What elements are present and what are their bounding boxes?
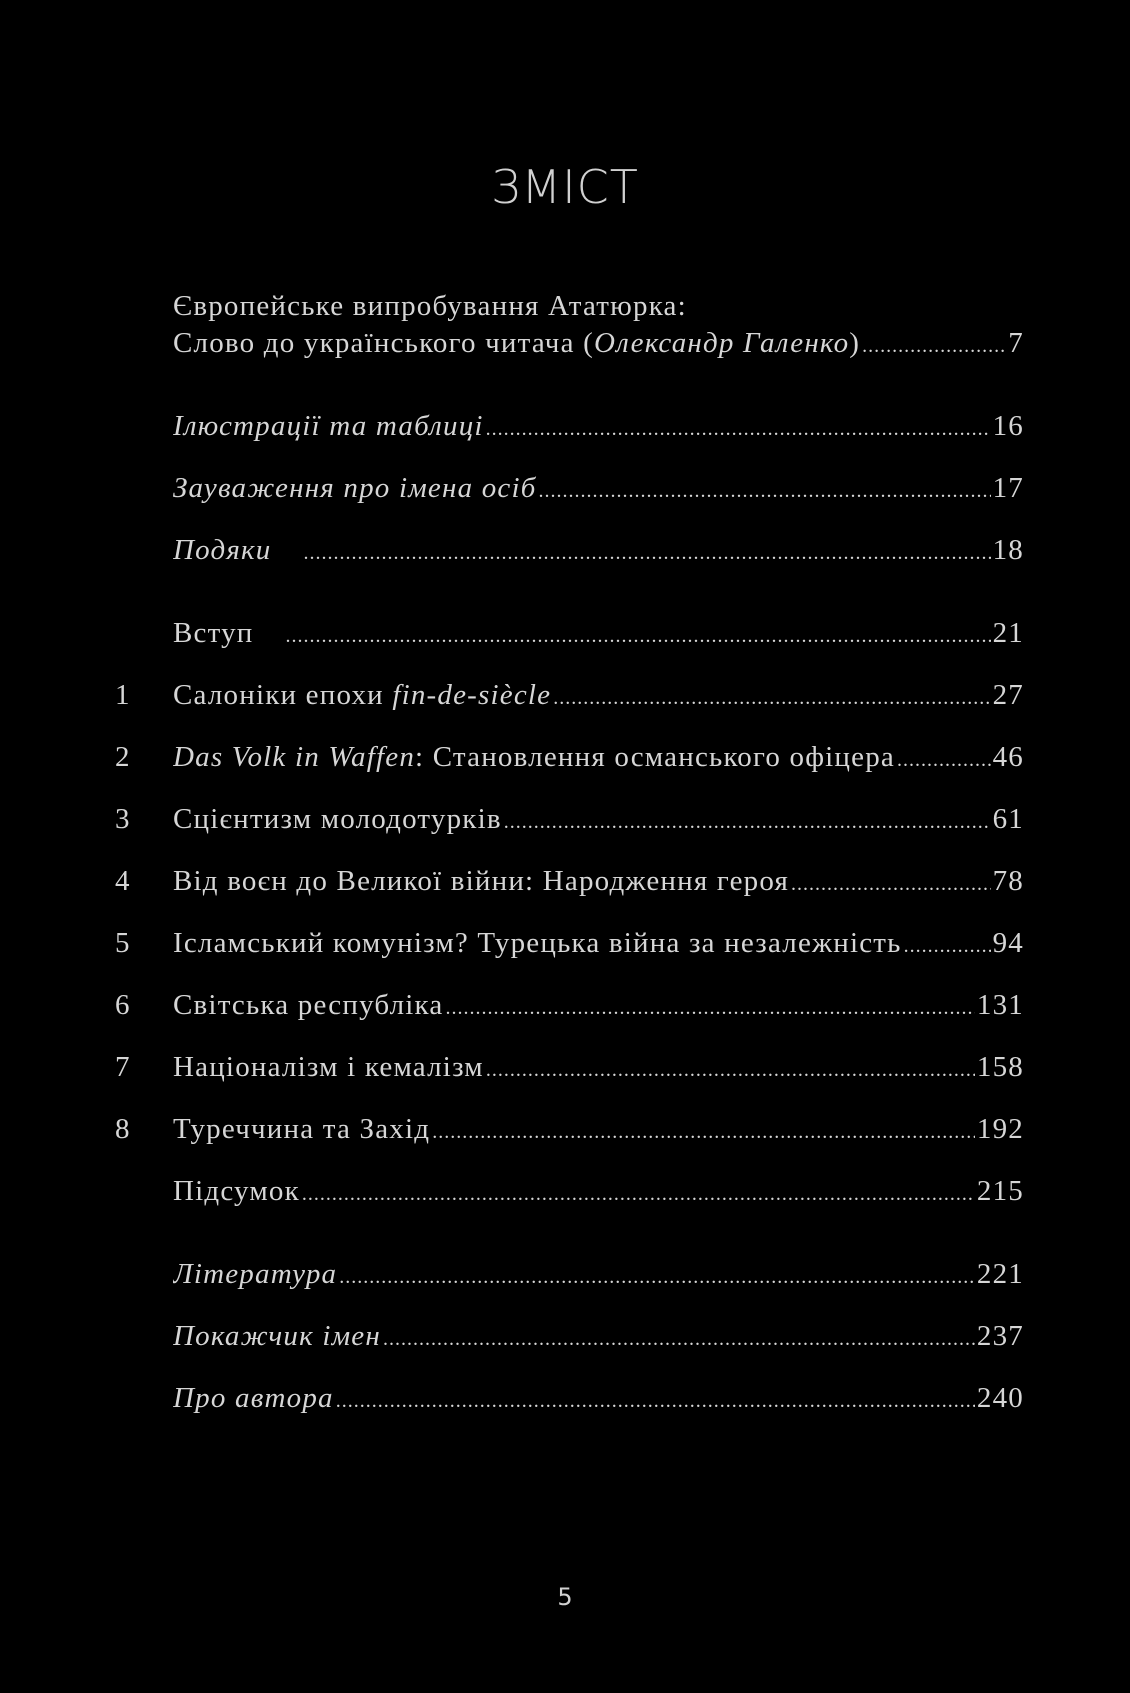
toc-entry-title: Від воєн до Великої війни: Народження героя — [173, 865, 790, 897]
chapter-number: 8 — [115, 1113, 131, 1145]
toc-page-number: 21 — [992, 617, 1024, 649]
dot-leader — [383, 1321, 975, 1357]
toc-page-number: 237 — [976, 1320, 1024, 1352]
dot-leader — [486, 411, 991, 447]
dot-leader — [445, 990, 974, 1026]
toc-page-number: 78 — [992, 865, 1024, 897]
toc-entry-title: Das Volk in Waffen: Становлення османського офіцера — [173, 741, 895, 773]
toc-page-number: 240 — [976, 1382, 1024, 1414]
chapter-number: 3 — [115, 803, 131, 835]
toc-entry-title: Сцієнтизм молодотурків — [173, 803, 502, 835]
toc-page-number: 7 — [1008, 327, 1024, 359]
toc-entry-title: Про автора — [173, 1382, 334, 1414]
toc-entry-author: Олександр Галенко — [593, 327, 850, 359]
toc-entry-line — [173, 288, 1024, 324]
dot-leader — [553, 680, 990, 716]
toc-page-number: 192 — [976, 1113, 1024, 1145]
toc-entry-title: Подяки — [173, 534, 272, 566]
toc-page-number: 131 — [976, 989, 1024, 1021]
dot-leader — [486, 1052, 975, 1088]
dot-leader — [504, 804, 991, 840]
dot-leader — [791, 866, 991, 902]
chapter-number: 1 — [115, 679, 131, 711]
toc-page-number: 61 — [992, 803, 1024, 835]
dot-leader — [539, 473, 991, 509]
toc-entry-title: Слово до українського читача (Олександр Галенко) — [173, 327, 861, 359]
toc-page-number: 46 — [992, 741, 1024, 773]
chapter-number: 4 — [115, 865, 131, 897]
toc-entry-title: Націоналізм і кемалізм — [173, 1051, 484, 1083]
toc-entry-title: Підсумок — [173, 1175, 300, 1207]
chapter-number: 5 — [115, 927, 131, 959]
dot-leader — [432, 1114, 975, 1150]
toc-entry-title: Література — [173, 1258, 338, 1290]
toc-entry-title: Салоніки епохи fin-de-siècle — [173, 679, 552, 711]
dot-leader — [339, 1259, 975, 1295]
dot-leader — [302, 1176, 975, 1212]
toc-entry-title: Європейське випробування Ататюрка: — [173, 290, 687, 322]
dot-leader — [303, 535, 990, 571]
dot-leader — [336, 1383, 975, 1419]
page-number: 5 — [557, 1583, 573, 1611]
dot-leader — [897, 742, 991, 778]
toc-entry-title: Покажчик імен — [173, 1320, 381, 1352]
toc-entry-title: Вступ — [173, 617, 254, 649]
dot-leader — [286, 618, 991, 654]
toc-entry-title: Зауваження про імена осіб — [173, 472, 537, 504]
toc-page-number: 17 — [992, 472, 1024, 504]
chapter-number: 6 — [115, 989, 131, 1021]
toc-entry-title: Ілюстрації та таблиці — [173, 410, 484, 442]
toc-page-number: 221 — [976, 1258, 1024, 1290]
dot-leader — [862, 328, 1006, 364]
toc-page-number: 215 — [976, 1175, 1024, 1207]
toc-page-number: 158 — [976, 1051, 1024, 1083]
toc-page-number: 18 — [992, 534, 1024, 566]
dot-leader — [904, 928, 991, 964]
page-title: ЗМІСТ — [491, 160, 639, 214]
toc-entry-title: Туреччина та Захід — [173, 1113, 431, 1145]
toc-entry-title: Світська республіка — [173, 989, 444, 1021]
toc-entry-title: Ісламський комунізм? Турецька війна за незалежність — [173, 927, 902, 959]
toc-page-number: 94 — [992, 927, 1024, 959]
toc-entry-line — [173, 325, 1024, 364]
chapter-number: 7 — [115, 1051, 131, 1083]
toc-page-number: 27 — [992, 679, 1024, 711]
chapter-number: 2 — [115, 741, 131, 773]
toc-page-number: 16 — [992, 410, 1024, 442]
